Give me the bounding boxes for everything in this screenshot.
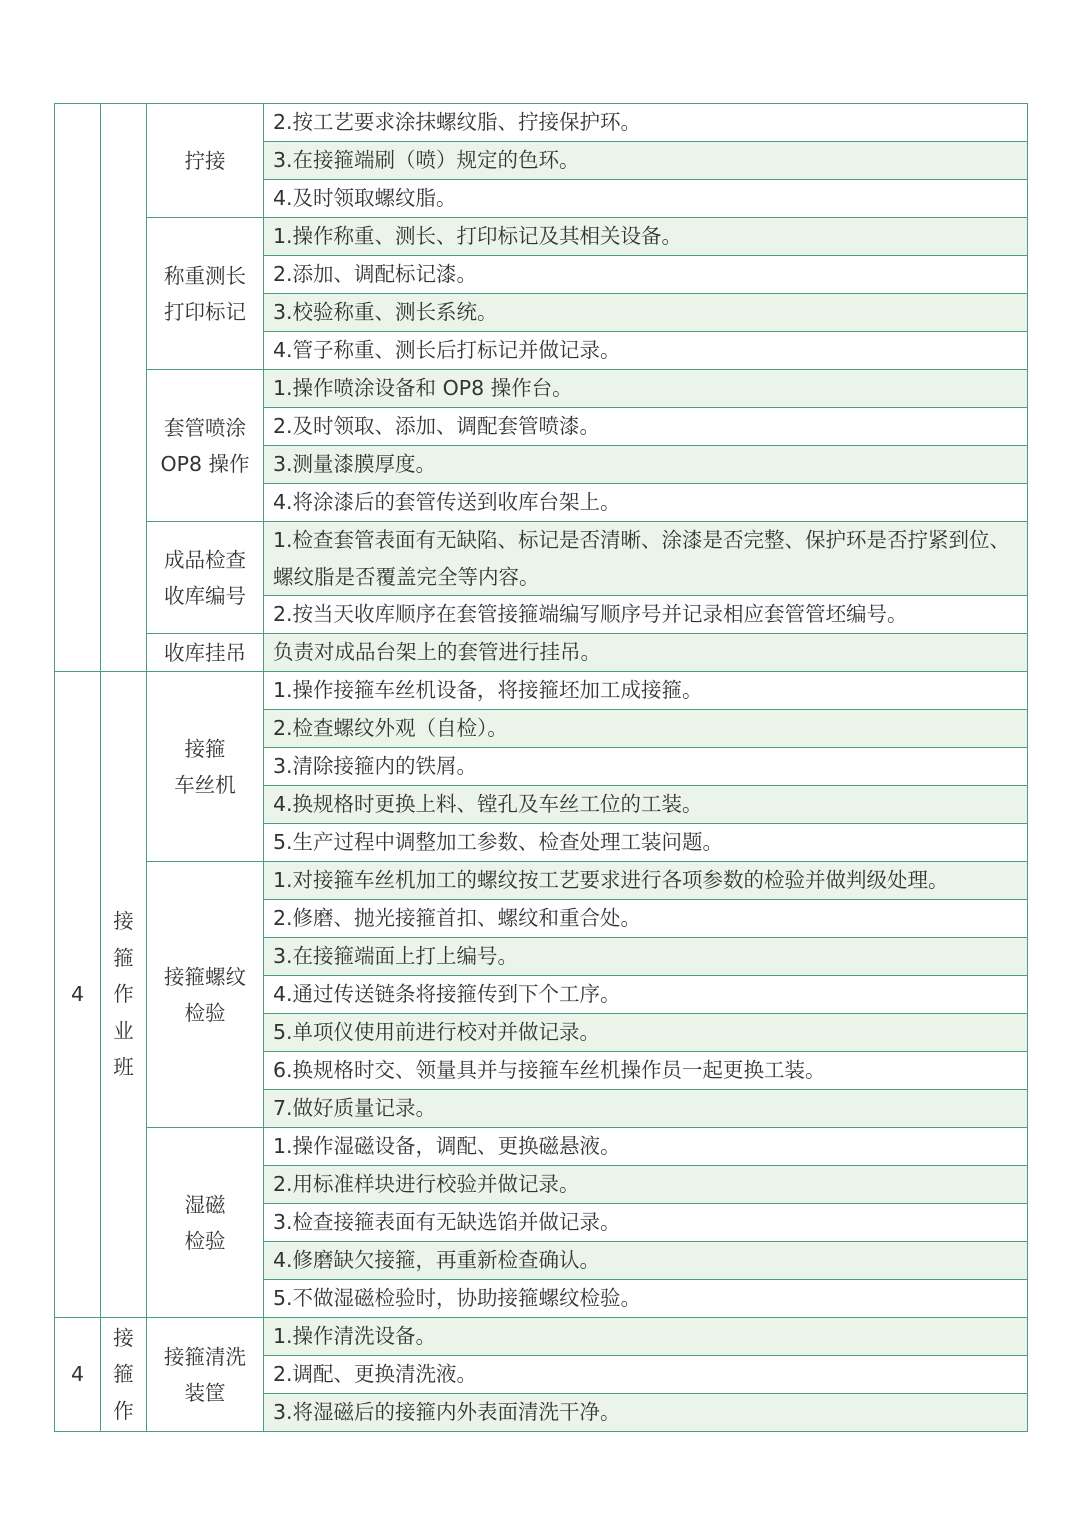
post-cell [147, 1318, 264, 1432]
duty-cell: 1.检查套管表面有无缺陷、标记是否清晰、涂漆是否完整、保护环是否拧紧到位、螺纹脂是否覆盖完全等内容。 [264, 522, 1028, 596]
duty-cell: 3.在接箍端刷（喷）规定的色环。 [264, 142, 1028, 180]
group-number: 4 [70, 982, 85, 1006]
post-name-line: 称重测长 [164, 263, 246, 288]
duty-cell: 2.按工艺要求涂抹螺纹脂、拧接保护环。 [264, 104, 1028, 142]
group-number-cell [55, 104, 101, 672]
duty-cell: 5.不做湿磁检验时，协助接箍螺纹检验。 [264, 1280, 1028, 1318]
team-name-char: 班 [113, 1055, 134, 1079]
post-cell [147, 862, 264, 1128]
post-cell [147, 634, 264, 672]
team-name-cell [101, 1318, 147, 1432]
post-name-line: 车丝机 [174, 772, 236, 797]
post-name-line: 装筐 [184, 1380, 226, 1405]
duty-cell: 1.操作清洗设备。 [264, 1318, 1028, 1356]
duty-cell: 5.生产过程中调整加工参数、检查处理工装问题。 [264, 824, 1028, 862]
duty-cell: 4.通过传送链条将接箍传到下个工序。 [264, 976, 1028, 1014]
post-cell [147, 1128, 264, 1318]
duty-cell: 3.校验称重、测长系统。 [264, 294, 1028, 332]
table-row [55, 672, 1028, 710]
duty-cell: 4.修磨缺欠接箍，再重新检查确认。 [264, 1242, 1028, 1280]
team-name [113, 903, 134, 1086]
duty-cell: 4.管子称重、测长后打标记并做记录。 [264, 332, 1028, 370]
team-name-char: 箍 [113, 945, 134, 970]
post-name-line: 套管喷涂 [164, 415, 246, 440]
team-name-cell [101, 672, 147, 1318]
table-row [55, 1128, 1028, 1166]
post-name-line: 打印标记 [164, 299, 246, 324]
post-name-line: 接箍 [184, 736, 226, 761]
duty-cell: 3.测量漆膜厚度。 [264, 446, 1028, 484]
post-name-line: 湿磁 [184, 1192, 226, 1217]
team-name-char: 作 [113, 982, 134, 1006]
table-row [55, 862, 1028, 900]
post-cell [147, 672, 264, 862]
post-name-line: 检验 [184, 1228, 226, 1253]
team-name-char: 箍 [113, 1362, 134, 1386]
duty-cell: 负责对成品台架上的套管进行挂吊。 [264, 634, 1028, 672]
duty-table [54, 103, 1028, 1432]
table-row [55, 1318, 1028, 1356]
post-name-line: OP8 操作 [160, 451, 250, 476]
duty-cell: 2.检查螺纹外观（自检）。 [264, 710, 1028, 748]
duty-cell: 2.按当天收库顺序在套管接箍端编写顺序号并记录相应套管管坯编号。 [264, 596, 1028, 634]
duty-cell: 1.对接箍车丝机加工的螺纹按工艺要求进行各项参数的检验并做判级处理。 [264, 862, 1028, 900]
team-name-char: 业 [113, 1018, 134, 1043]
team-name-char: 接 [113, 909, 134, 933]
post-name-line: 收库编号 [164, 583, 246, 608]
post-cell [147, 522, 264, 634]
table-row [55, 104, 1028, 142]
duty-cell: 1.操作接箍车丝机设备，将接箍坯加工成接箍。 [264, 672, 1028, 710]
post-name-line: 接箍螺纹 [164, 964, 246, 989]
post-cell [147, 370, 264, 522]
duty-cell: 7.做好质量记录。 [264, 1090, 1028, 1128]
table-row [55, 634, 1028, 672]
post-name-line: 成品检查 [164, 547, 246, 572]
duty-cell: 2.用标准样块进行校验并做记录。 [264, 1166, 1028, 1204]
team-name [113, 1320, 134, 1430]
table-row [55, 370, 1028, 408]
duty-cell: 3.清除接箍内的铁屑。 [264, 748, 1028, 786]
duty-cell: 1.操作喷涂设备和 OP8 操作台。 [264, 370, 1028, 408]
duty-cell: 2.修磨、抛光接箍首扣、螺纹和重合处。 [264, 900, 1028, 938]
duty-table-body [55, 104, 1028, 1432]
duty-cell: 6.换规格时交、领量具并与接箍车丝机操作员一起更换工装。 [264, 1052, 1028, 1090]
post-name-line: 收库挂吊 [164, 640, 246, 665]
post-name-line: 检验 [184, 1000, 226, 1025]
duty-cell: 2.及时领取、添加、调配套管喷漆。 [264, 408, 1028, 446]
duty-cell: 2.添加、调配标记漆。 [264, 256, 1028, 294]
post-cell [147, 218, 264, 370]
group-number-cell [55, 672, 101, 1318]
post-name-line: 接箍清洗 [164, 1344, 246, 1369]
duty-cell: 4.换规格时更换上料、镗孔及车丝工位的工装。 [264, 786, 1028, 824]
duty-cell: 2.调配、更换清洗液。 [264, 1356, 1028, 1394]
group-number: 4 [70, 1362, 85, 1386]
group-number-cell [55, 1318, 101, 1432]
duty-cell: 3.检查接箍表面有无缺选馅并做记录。 [264, 1204, 1028, 1242]
team-name-char: 接 [113, 1325, 134, 1350]
duty-cell: 3.在接箍端面上打上编号。 [264, 938, 1028, 976]
table-row [55, 522, 1028, 596]
team-name-char: 作 [113, 1398, 134, 1423]
team-name-cell [101, 104, 147, 672]
duty-cell: 1.操作湿磁设备，调配、更换磁悬液。 [264, 1128, 1028, 1166]
post-cell [147, 104, 264, 218]
duty-cell: 4.将涂漆后的套管传送到收库台架上。 [264, 484, 1028, 522]
duty-cell: 4.及时领取螺纹脂。 [264, 180, 1028, 218]
post-name-line: 拧接 [184, 148, 226, 173]
duty-cell: 5.单项仪使用前进行校对并做记录。 [264, 1014, 1028, 1052]
duty-cell: 1.操作称重、测长、打印标记及其相关设备。 [264, 218, 1028, 256]
table-row [55, 218, 1028, 256]
duty-cell: 3.将湿磁后的接箍内外表面清洗干净。 [264, 1394, 1028, 1432]
